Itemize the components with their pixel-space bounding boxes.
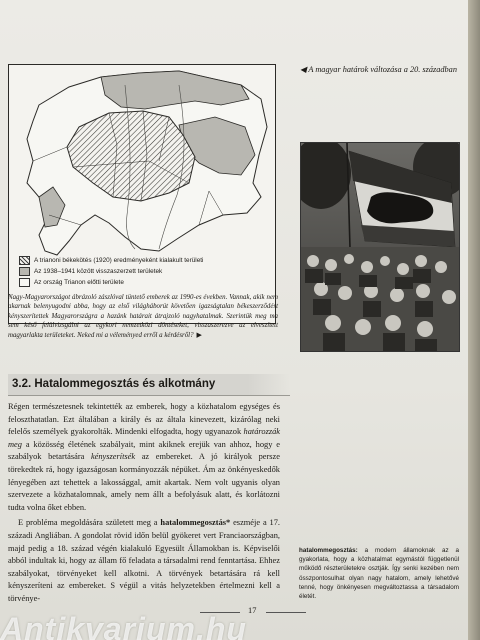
text-run: Régen természetesnek tekintették az emberek, hogy a közhatalom egységes és feloszthatatlan. Ezt általában a király és az általa kinevezett, kizárólag neki felelős személyek gyakorolták. Mindenki elfogadta, hogy ugyanazok — [8, 402, 280, 437]
text-run: eszméje a 17. századi Angliában. A gondolat rövid időn belül gyökeret vert Franciaországban, majd pedig a 18. század végén kialakuló Egyesült Államokban is. Képviselői abból indultak ki, hogy az állam fő feladata a társadalmi rend fenntartása. Ehhez szabályokat, törvényeket kell alkotni. A törvények betartására rá kell kényszeríteni az embereket. S végül a vitás helyzetekben értelmezni kell a törvénye- — [8, 518, 281, 603]
key-term: hatalommegosztás* — [160, 518, 231, 528]
photo-drawing — [301, 143, 459, 351]
left-arrow-icon: ◀ — [300, 65, 307, 74]
legend-item-trianon — [19, 255, 203, 266]
watermark: Antikvarium.hu — [0, 613, 247, 640]
text-run: az embereket. A jó királyok persze törekedtek rá, hogy igazságosan kormányozzák népüket. Ám az önkényeskedők lényegében azt tehettek a lakossággal, amit akartak. Nem volt ugyanis olyan szervezete a közhatalomnak, amely nem állt a befolyásuk alatt, és korlátozni tudta volna őket ebben. — [8, 452, 280, 512]
legend-item-regained — [19, 266, 203, 277]
legend-label: Az 1938–1941 között visszaszerzett területek — [34, 268, 163, 275]
emphasis: határozzák meg — [8, 427, 280, 449]
map-legend — [19, 255, 203, 288]
text-run: a közösség életének szabályait, mint akiknek erejük van ahhoz, hogy e szabályok betartására — [8, 439, 280, 462]
glossary-term: hatalommegosztás: — [299, 547, 358, 554]
section-heading: 3.2. Hatalommegosztás és alkotmány — [8, 374, 290, 396]
glossary-definition: a modern államoknak az a gyakorlata, hogy a közhatalmat egymástól függetlenül működő részterületekre osztják. Így senki kezében nem összpontosulhat olyan nagy hatalom, amely lehetővé tenné, hogy önkényesen megváltoztassa a társadalom életét. — [299, 547, 459, 601]
photo-caption — [8, 293, 278, 340]
page-binding-edge — [468, 0, 480, 640]
page-number: 17 — [248, 606, 257, 615]
demonstration-photo — [300, 142, 460, 352]
text-run: E probléma megoldására született meg a — [18, 518, 161, 528]
photo-caption-text: Nagy-Magyarországot ábrázoló zászlóval tüntető emberek az 1990-es években. Vannak, akik nem akarnak belenyugodni abba, hogy az első világháborút követően igazságtalan békeszerződést kényszerítettek Magyarországra a hazánk határait átrajzoló nagyhatalmak. Szerintük meg ma sem késő felülvizsgálni az egykori nemzetközi döntéseket, visszaszerezve az elveszített magyarlakta területeket. Neked mi a véleményed erről a kérdésről? — [8, 294, 278, 339]
legend-label: A trianoni békekötés (1920) eredményeként kialakult területi — [34, 257, 204, 264]
glossary-note — [299, 546, 459, 601]
hatched-swatch — [19, 256, 30, 265]
gray-swatch — [19, 267, 30, 276]
hungary-borders-map — [8, 64, 276, 324]
legend-item-pre-trianon — [19, 277, 203, 288]
legend-label: Az ország Trianon előtti területe — [34, 279, 124, 286]
emphasis: kényszerítsék — [90, 452, 136, 462]
map-caption — [300, 64, 460, 75]
paragraph — [8, 517, 280, 605]
body-text — [8, 401, 280, 606]
white-swatch — [19, 278, 30, 287]
map-caption-text: A magyar határok változása a 20. században — [308, 65, 457, 74]
right-arrow-icon: ▶ — [196, 330, 202, 339]
paragraph — [8, 401, 280, 514]
